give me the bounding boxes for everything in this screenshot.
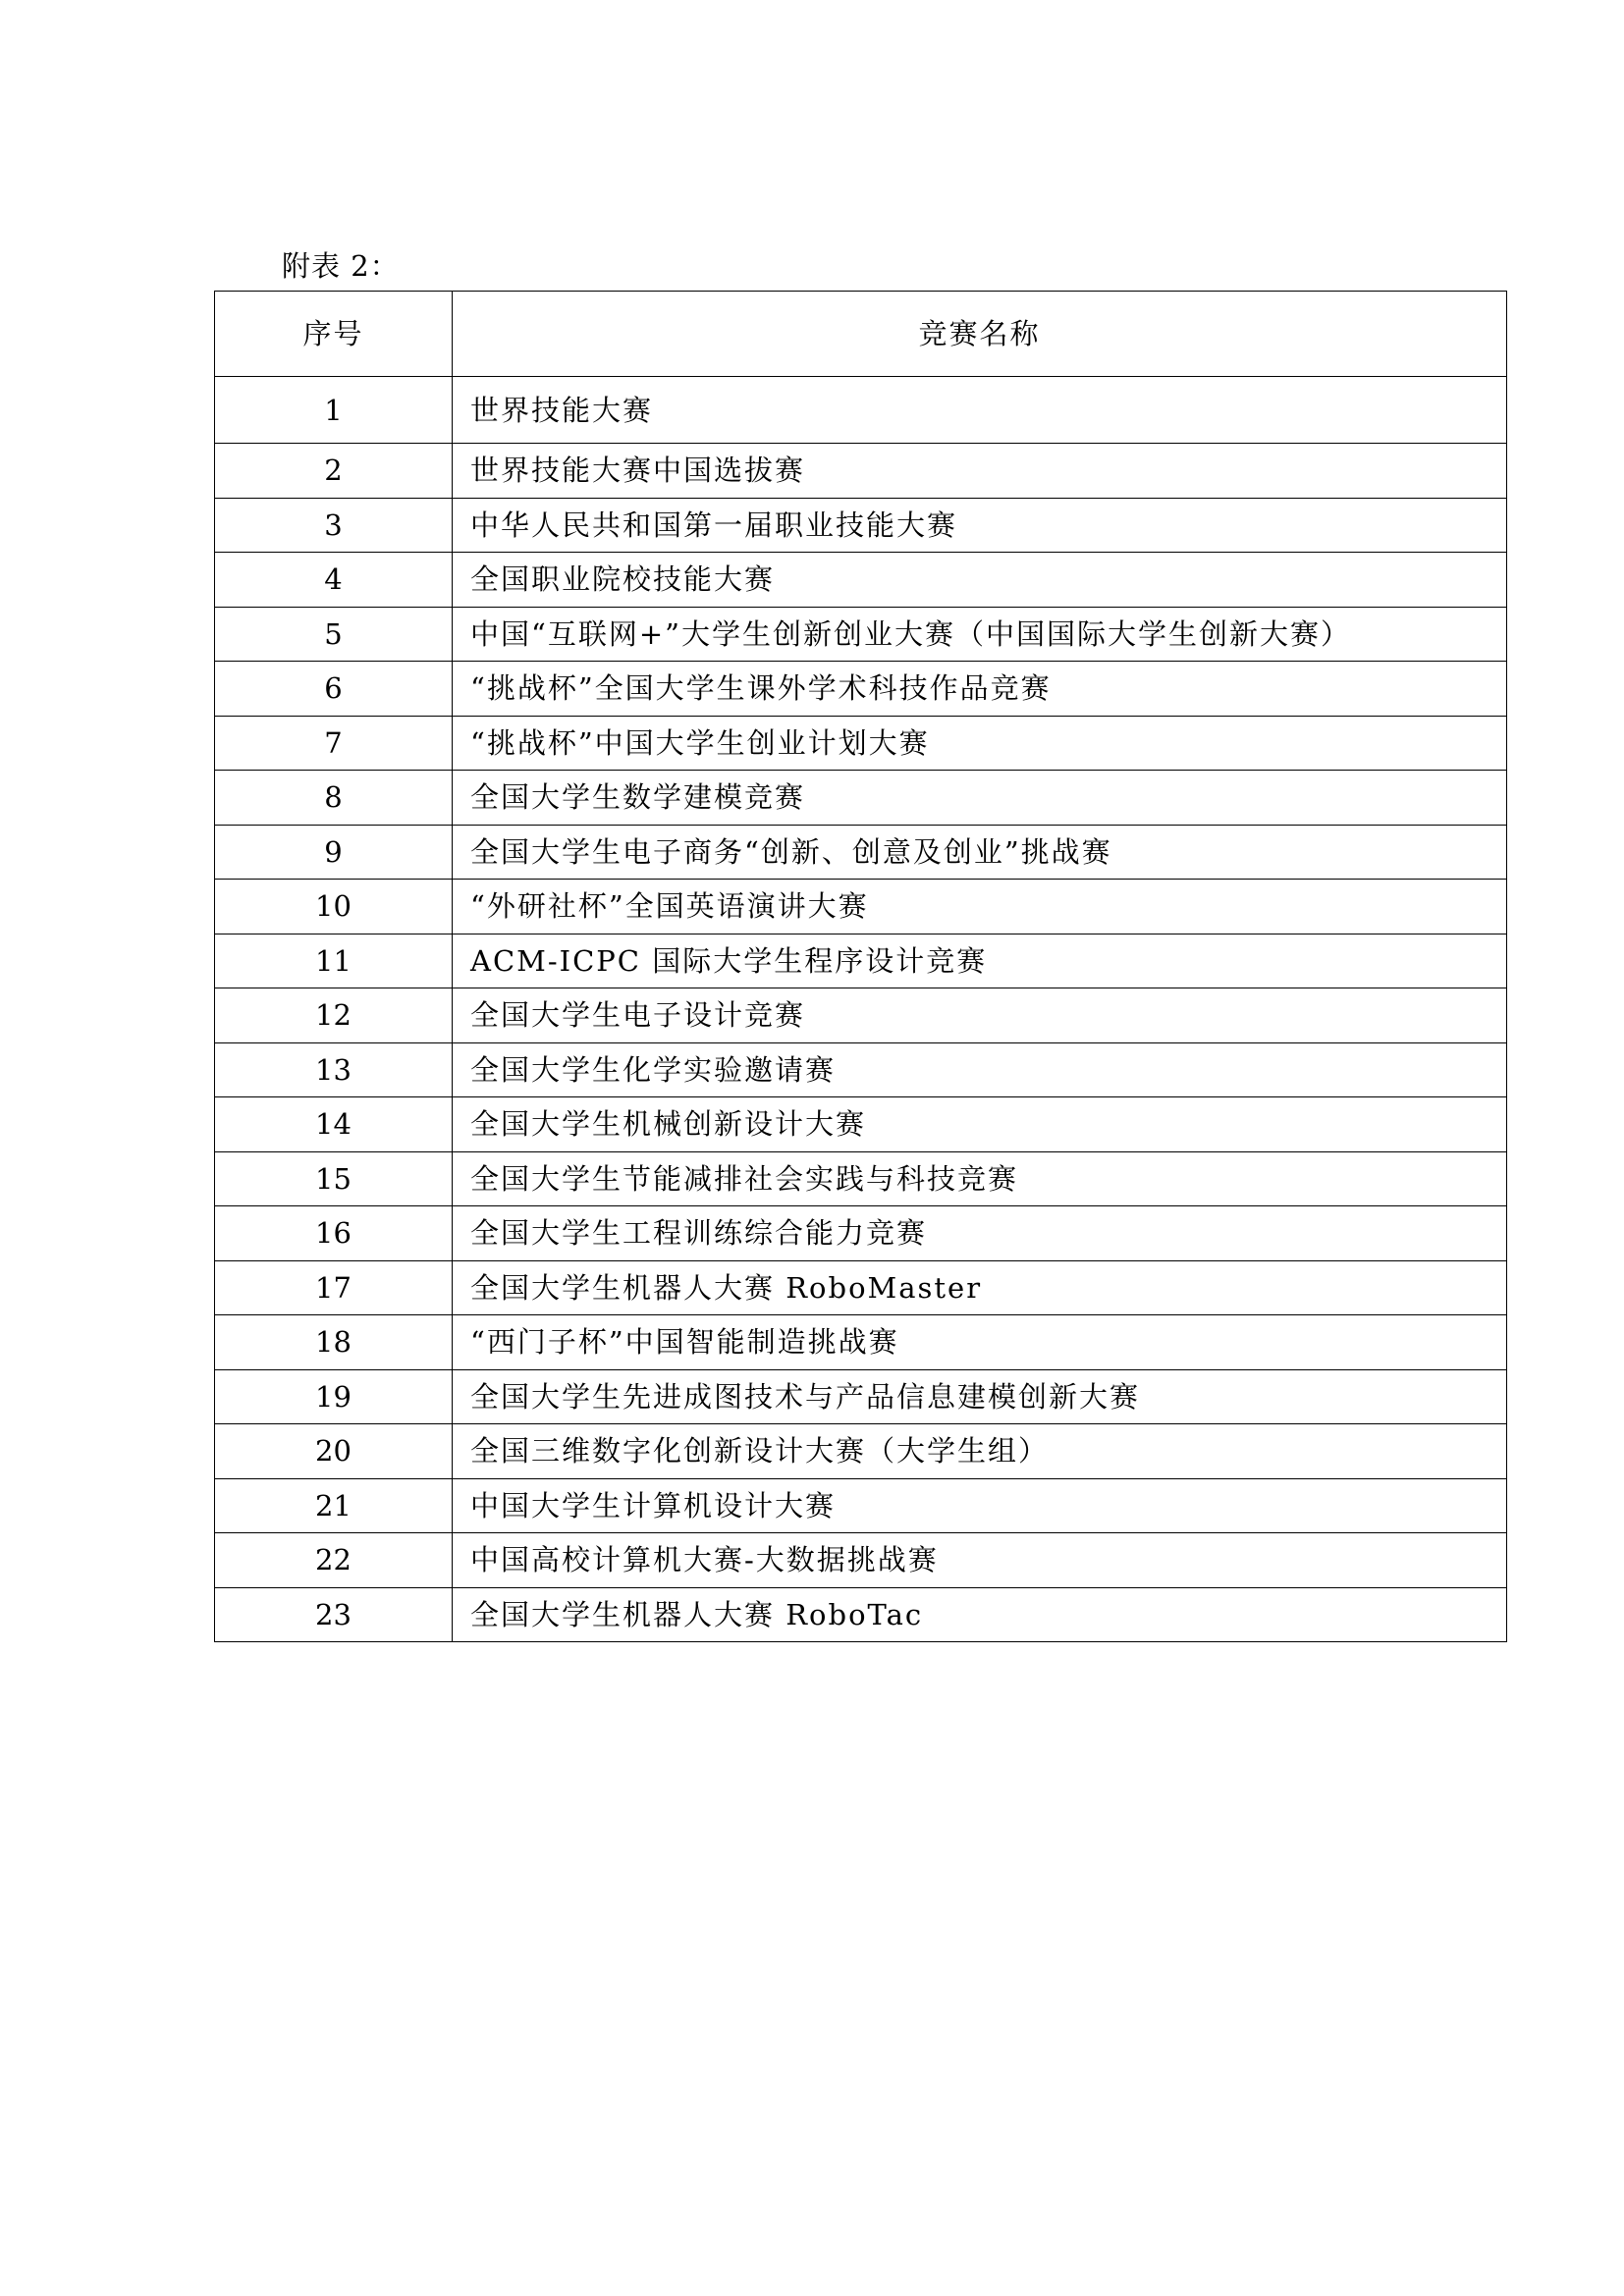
row-index: 14 [215, 1097, 453, 1152]
row-index: 17 [215, 1260, 453, 1315]
row-index: 3 [215, 498, 453, 553]
competition-name: 中国“互联网+”大学生创新创业大赛（中国国际大学生创新大赛） [453, 607, 1507, 662]
table-row [215, 1151, 1507, 1206]
row-index: 10 [215, 880, 453, 934]
row-index: 12 [215, 988, 453, 1043]
row-index: 2 [215, 444, 453, 499]
table-row [215, 377, 1507, 444]
row-index: 20 [215, 1424, 453, 1479]
competition-name: “外研社杯”全国英语演讲大赛 [453, 880, 1507, 934]
table-row [215, 607, 1507, 662]
row-index: 6 [215, 662, 453, 717]
row-index: 11 [215, 934, 453, 988]
competition-table [214, 291, 1507, 1642]
competition-name: “西门子杯”中国智能制造挑战赛 [453, 1315, 1507, 1370]
row-index: 7 [215, 716, 453, 771]
table-row [215, 1478, 1507, 1533]
table-row [215, 825, 1507, 880]
competition-name: 全国大学生电子商务“创新、创意及创业”挑战赛 [453, 825, 1507, 880]
table-row [215, 1206, 1507, 1261]
table-row [215, 662, 1507, 717]
row-index: 19 [215, 1369, 453, 1424]
competition-name: 全国大学生节能减排社会实践与科技竞赛 [453, 1151, 1507, 1206]
table-row [215, 553, 1507, 608]
competition-name: 中国大学生计算机设计大赛 [453, 1478, 1507, 1533]
table-row [215, 1533, 1507, 1588]
header-competition-name: 竞赛名称 [453, 292, 1507, 377]
competition-name: 世界技能大赛 [453, 377, 1507, 444]
table-row [215, 988, 1507, 1043]
table-header-row [215, 292, 1507, 377]
competition-name: 全国大学生电子设计竞赛 [453, 988, 1507, 1043]
row-index: 21 [215, 1478, 453, 1533]
competition-name: ACM-ICPC 国际大学生程序设计竞赛 [453, 934, 1507, 988]
competition-name: 全国大学生化学实验邀请赛 [453, 1042, 1507, 1097]
competition-name: 全国大学生机器人大赛 RoboTac [453, 1587, 1507, 1642]
row-index: 23 [215, 1587, 453, 1642]
table-row [215, 498, 1507, 553]
row-index: 1 [215, 377, 453, 444]
row-index: 18 [215, 1315, 453, 1370]
competition-name: 中华人民共和国第一届职业技能大赛 [453, 498, 1507, 553]
row-index: 4 [215, 553, 453, 608]
row-index: 15 [215, 1151, 453, 1206]
table-row [215, 1042, 1507, 1097]
competition-name: 全国大学生机器人大赛 RoboMaster [453, 1260, 1507, 1315]
row-index: 22 [215, 1533, 453, 1588]
competition-name: 全国大学生机械创新设计大赛 [453, 1097, 1507, 1152]
table-row [215, 1260, 1507, 1315]
competition-name: 世界技能大赛中国选拔赛 [453, 444, 1507, 499]
row-index: 5 [215, 607, 453, 662]
header-index: 序号 [215, 292, 453, 377]
table-row [215, 1369, 1507, 1424]
competition-name: “挑战杯”中国大学生创业计划大赛 [453, 716, 1507, 771]
competition-name: 全国大学生工程训练综合能力竞赛 [453, 1206, 1507, 1261]
table-row [215, 444, 1507, 499]
competition-name: 中国高校计算机大赛-大数据挑战赛 [453, 1533, 1507, 1588]
competition-name: 全国职业院校技能大赛 [453, 553, 1507, 608]
table-row [215, 1097, 1507, 1152]
row-index: 13 [215, 1042, 453, 1097]
table-row [215, 1315, 1507, 1370]
table-row [215, 716, 1507, 771]
table-caption: 附表 2： [282, 249, 400, 283]
row-index: 16 [215, 1206, 453, 1261]
table-row [215, 771, 1507, 826]
table-row [215, 880, 1507, 934]
table-row [215, 934, 1507, 988]
competition-name: 全国大学生先进成图技术与产品信息建模创新大赛 [453, 1369, 1507, 1424]
competition-name: 全国三维数字化创新设计大赛（大学生组） [453, 1424, 1507, 1479]
table-row [215, 1587, 1507, 1642]
table-row [215, 1424, 1507, 1479]
competition-name: 全国大学生数学建模竞赛 [453, 771, 1507, 826]
row-index: 8 [215, 771, 453, 826]
row-index: 9 [215, 825, 453, 880]
competition-name: “挑战杯”全国大学生课外学术科技作品竞赛 [453, 662, 1507, 717]
